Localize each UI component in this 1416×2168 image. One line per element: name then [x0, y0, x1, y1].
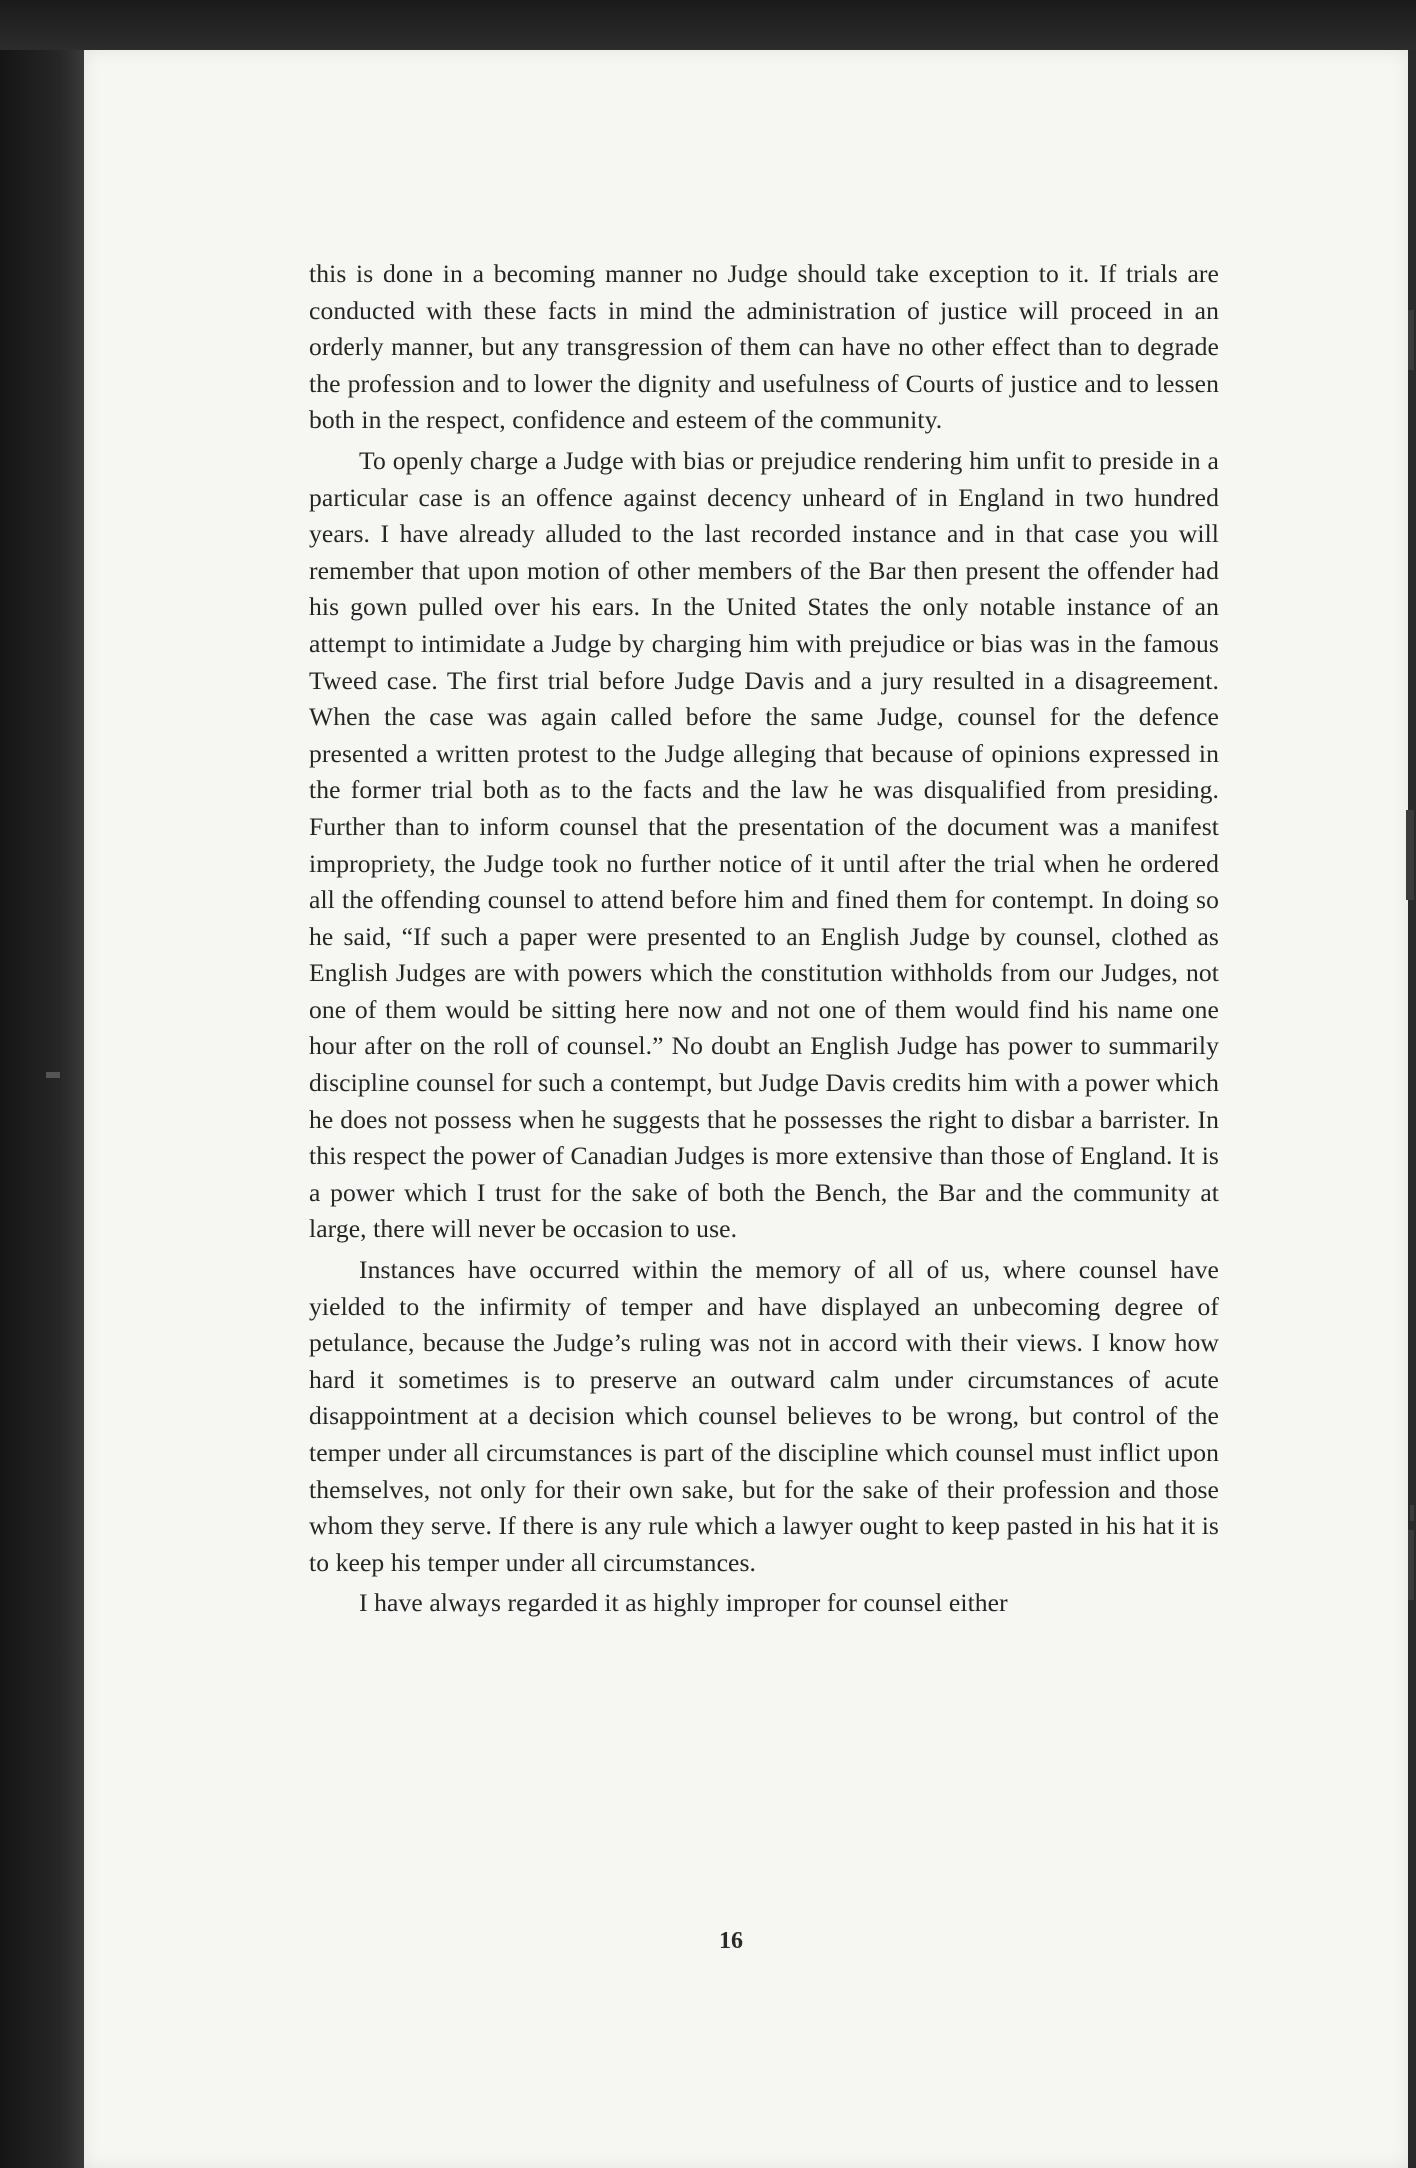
scan-artifact-mark: [1408, 310, 1414, 370]
scan-dark-margin-top: [0, 0, 1416, 50]
scan-artifact-mark: [1410, 1505, 1414, 1521]
paragraph: To openly charge a Judge with bias or prejudice rendering him unfit to preside in a particular case is an offence against decency unheard of in England in two hundred years. I have already alluded to the last recorded instance and in that case you will remember that upon motion of other members of the Bar then present the offender had his gown pulled over his ears. In the United States the only notable instance of an attempt to intimidate a Judge by charging him with prejudice or bias was in the famous Tweed case. The first trial before Judge Davis and a jury resulted in a disagreement. When the case was again called before the same Judge, counsel for the defence presented a written protest to the Judge alleging that because of opinions expressed in the former trial both as to the facts and the law he was disqualified from presiding. Further than to inform counsel that the presentation of the document was a manifest impropriety, the Judge took no further notice of it until after the trial when he ordered all the offending counsel to attend before him and fined them for contempt. In doing so he said, “If such a paper were presented to an English Judge by counsel, clothed as English Judges are with powers which the constitution withholds from our Judges, not one of them would be sitting here now and not one of them would find his name one hour after on the roll of counsel.” No doubt an English Judge has power to summarily discipline counsel for such a contempt, but Judge Davis credits him with a power which he does not possess when he suggests that he possesses the right to disbar a barrister. In this respect the power of Canadian Judges is more extensive than those of England. It is a power which I trust for the sake of both the Bench, the Bar and the community at large, there will never be occasion to use.: [309, 445, 1219, 1244]
scan-artifact-mark: [1408, 1530, 1414, 1600]
paragraph: this is done in a becoming manner no Judge should take exception to it. If trials are conducted with these facts in mind the administration of justice will proceed in an orderly manner, but any transgression of them can have no other effect than to degrade the profession and to lower the dignity and usefulness of Courts of justice and to lessen both in the respect, confidence and esteem of the community.: [309, 259, 1219, 435]
page-number: 16: [719, 1928, 743, 1954]
paragraph: I have always regarded it as highly improper for counsel either: [359, 1588, 1008, 1618]
scan-artifact-mark: [46, 1072, 60, 1078]
scan-artifact-mark: [1406, 810, 1414, 900]
body-text: [309, 256, 1219, 1622]
scan-dark-margin-left: [0, 0, 84, 2168]
paragraph: Instances have occurred within the memory of all of us, where counsel have yielded to the infirmity of temper and have displayed an unbecoming degree of petulance, because the Judge’s ruling was not in accord with their views. I know how hard it sometimes is to preserve an outward calm under circumstances of acute disappointment at a decision which counsel believes to be wrong, but control of the temper under all circumstances is part of the discipline which counsel must inflict upon themselves, not only for their own sake, but for the sake of their profession and those whom they serve. If there is any rule which a lawyer ought to keep pasted in his hat it is to keep his temper under all circumstances.: [309, 1255, 1219, 1577]
